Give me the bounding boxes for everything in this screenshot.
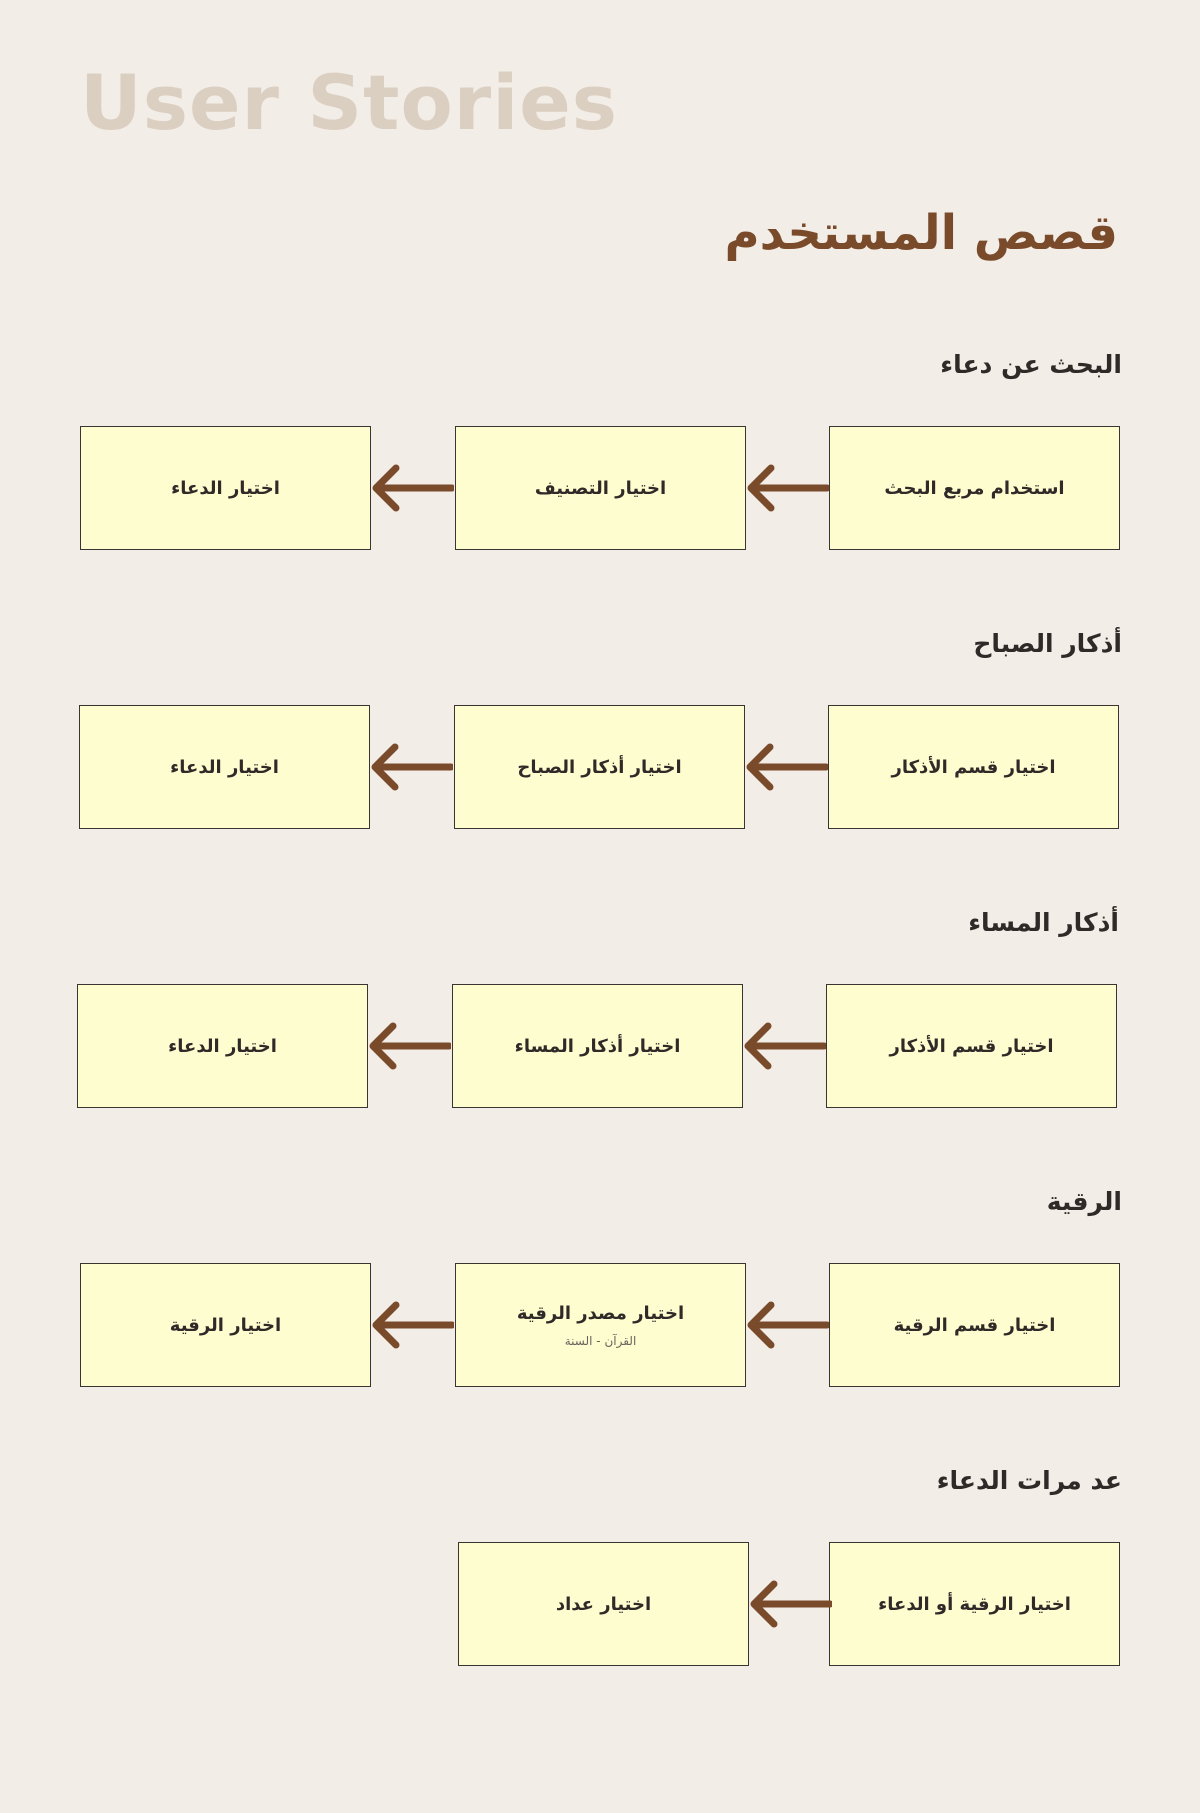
story-step-box <box>80 426 371 550</box>
story-step-box <box>79 705 370 829</box>
story-step-box <box>455 426 746 550</box>
story-step-box <box>829 1542 1120 1666</box>
step-label: اختيار قسم الرقية <box>893 1314 1056 1336</box>
step-label: اختيار التصنيف <box>534 477 667 499</box>
story-step-box <box>829 426 1120 550</box>
story-title: البحث عن دعاء <box>940 350 1122 379</box>
story-step-box <box>826 984 1117 1108</box>
story-step-box <box>455 1263 746 1387</box>
step-label: اختيار الدعاء <box>171 477 280 499</box>
arrow-left-icon <box>745 1297 829 1353</box>
step-label: اختيار مصدر الرقية <box>516 1302 685 1324</box>
arrow-left-icon <box>748 1576 832 1632</box>
story-step-box <box>77 984 368 1108</box>
story-step-box <box>829 1263 1120 1387</box>
step-label: اختيار الدعاء <box>170 756 279 778</box>
story-title: عد مرات الدعاء <box>936 1466 1122 1495</box>
story-step-box <box>80 1263 371 1387</box>
step-label: اختيار الدعاء <box>168 1035 277 1057</box>
story-step-box <box>454 705 745 829</box>
step-label: اختيار قسم الأذكار <box>891 756 1056 778</box>
story-step-box <box>828 705 1119 829</box>
arrow-left-icon <box>370 460 454 516</box>
step-label: اختيار أذكار المساء <box>514 1035 681 1057</box>
story-step-box <box>458 1542 749 1666</box>
arrow-left-icon <box>369 739 453 795</box>
step-label: اختيار أذكار الصباح <box>517 756 682 778</box>
step-label: استخدام مربع البحث <box>884 477 1065 499</box>
story-title: الرقية <box>1046 1187 1122 1216</box>
arrow-left-icon <box>370 1297 454 1353</box>
step-label: اختيار الرقية <box>169 1314 282 1336</box>
step-label: اختيار عداد <box>555 1593 652 1615</box>
arrow-left-icon <box>744 739 828 795</box>
page-title: قصص المستخدم <box>724 205 1118 261</box>
background-title: User Stories <box>80 58 619 147</box>
story-step-box <box>452 984 743 1108</box>
step-label: اختيار قسم الأذكار <box>889 1035 1054 1057</box>
arrow-left-icon <box>742 1018 826 1074</box>
arrow-left-icon <box>745 460 829 516</box>
story-title: أذكار الصباح <box>973 629 1122 658</box>
step-sublabel: القرآن - السنة <box>564 1333 637 1348</box>
story-title: أذكار المساء <box>968 908 1119 937</box>
arrow-left-icon <box>367 1018 451 1074</box>
step-label: اختيار الرقية أو الدعاء <box>878 1593 1071 1615</box>
